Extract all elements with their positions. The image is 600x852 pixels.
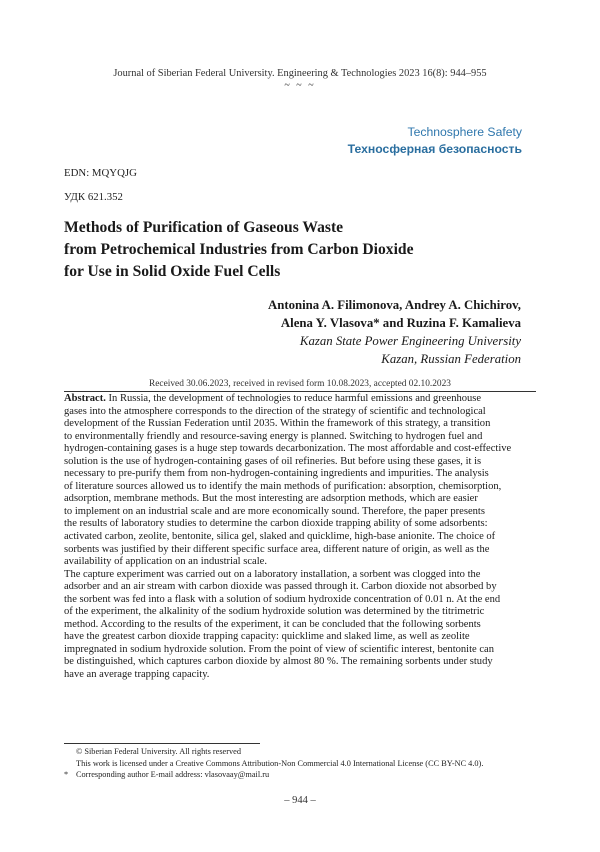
footnotes	[64, 746, 534, 781]
abstract-line: hydrogen-containing gases is a huge step towards decarbonization. The most affordable and cost-effective	[64, 443, 512, 455]
abstract-line: have the greatest carbon dioxide trapping capacity: quicklime and slaked lime, as well as zeolite	[64, 631, 470, 643]
abstract-line: the sorbent was fed into a flask with a solution of sodium hydroxide concentration of 0.01 n. At the end	[64, 593, 501, 605]
corresponding-author	[64, 769, 534, 781]
authors-line: Alena Y. Vlasova* and Ruzina F. Kamalieva	[280, 315, 521, 330]
section-title-en: Technosphere Safety	[407, 125, 522, 139]
abstract-line: gases into the atmosphere corresponds to the direction of the strategy of scientific and technological	[64, 405, 486, 417]
copyright-notice: © Siberian Federal University. All rights reserved	[76, 747, 241, 756]
page-number: – 944 –	[284, 795, 316, 806]
journal-citation: Journal of Siberian Federal University. Engineering & Technologies 2023 16(8): 944–955	[113, 68, 487, 79]
license-notice: This work is licensed under a Creative Commons Attribution-Non Commercial 4.0 International License (CC BY-NC 4.0).	[76, 758, 484, 768]
abstract-line: availability of application on an industrial scale.	[64, 556, 267, 568]
authors-line: Antonina A. Filimonova, Andrey A. Chichirov,	[267, 298, 521, 312]
received-dates: Received 30.06.2023, received in revised form 10.08.2023, accepted 02.10.2023	[149, 379, 451, 389]
corresponding-email: Corresponding author E-mail address: vlasovaay@mail.ru	[76, 770, 270, 780]
abstract-line: necessary to pre-purify them from non-hydrogen-containing ingredients and impurities. The analysis	[64, 468, 489, 480]
abstract-line: development of the Russian Federation until 2035. Within the framework of this strategy, a transition	[64, 418, 491, 430]
abstract-line: solution is the use of hydrogen-containing gases of oil refineries. But before using these gases, it is	[64, 455, 482, 467]
abstract-line: activated carbon, zeolite, bentonite, silica gel, slaked and quicklime, high-base anionite. The choice of	[64, 531, 496, 543]
affiliation-line: Kazan, Russian Federation	[381, 352, 521, 366]
abstract-line: to environmentally friendly and resource-saving energy is planned. Switching to hydrogen fuel and	[64, 430, 483, 442]
abstract-line: The capture experiment was carried out on a laboratory installation, a sorbent was clogged into the	[64, 568, 481, 580]
title-line: Methods of Purification of Gaseous Waste	[64, 219, 344, 236]
abstract	[64, 393, 536, 682]
section-title-ru: Техносферная безопасность	[347, 142, 522, 156]
title-line: from Petrochemical Industries from Carbon Dioxide	[64, 241, 414, 258]
abstract-line: be distinguished, which captures carbon dioxide by almost 80 %. The remaining sorbents under study	[64, 656, 493, 668]
abstract-label: Abstract.	[64, 393, 106, 404]
article-title	[64, 217, 534, 283]
abstract-line: to implement on an industrial scale and are more economically sound. Therefore, the paper presents	[64, 505, 485, 517]
asterisk-mark: *	[64, 770, 69, 780]
abstract-line: the results of laboratory studies to determine the carbon dioxide trapping ability of some adsorbents:	[64, 518, 488, 530]
edn-code: EDN: MQYQJG	[64, 167, 137, 179]
udk-code: УДК 621.352	[64, 191, 123, 203]
abstract-line: method. According to the results of the experiment, it can be concluded that the following sorbents	[64, 618, 481, 630]
affiliation	[300, 332, 521, 368]
abstract-line: adsorption, membrane methods. But the most interesting are adsorption methods, which are easier	[64, 493, 478, 505]
abstract-line: of literature sources allowed us to identify the main methods of purification: absorption, chemisorption,	[64, 480, 502, 492]
abstract-line: sorbents was justified by their different specific surface area, different nature of origin, as well as the	[64, 543, 490, 555]
authors	[268, 297, 521, 332]
abstract-line: Abstract. In Russia, the development of technologies to reduce harmful emissions and greenhouse	[64, 393, 482, 404]
abstract-line: have an average trapping capacity.	[64, 669, 210, 681]
abstract-line: of the experiment, the alkalinity of the sodium hydroxide solution was determined by the titrimetric	[64, 606, 485, 618]
header-separator: ~ ~ ~	[284, 80, 316, 91]
footnote-divider	[64, 743, 260, 744]
abstract-line: impregnated in sodium hydroxide solution. From the point of view of scientific interest, bentonite can	[64, 643, 494, 655]
abstract-line: adsorber and an air stream with carbon dioxide was passed through it. Carbon dioxide not absorbed by	[64, 581, 497, 593]
abstract-divider	[64, 391, 536, 392]
affiliation-line: Kazan State Power Engineering University	[299, 334, 521, 348]
title-line: for Use in Solid Oxide Fuel Cells	[64, 263, 281, 280]
